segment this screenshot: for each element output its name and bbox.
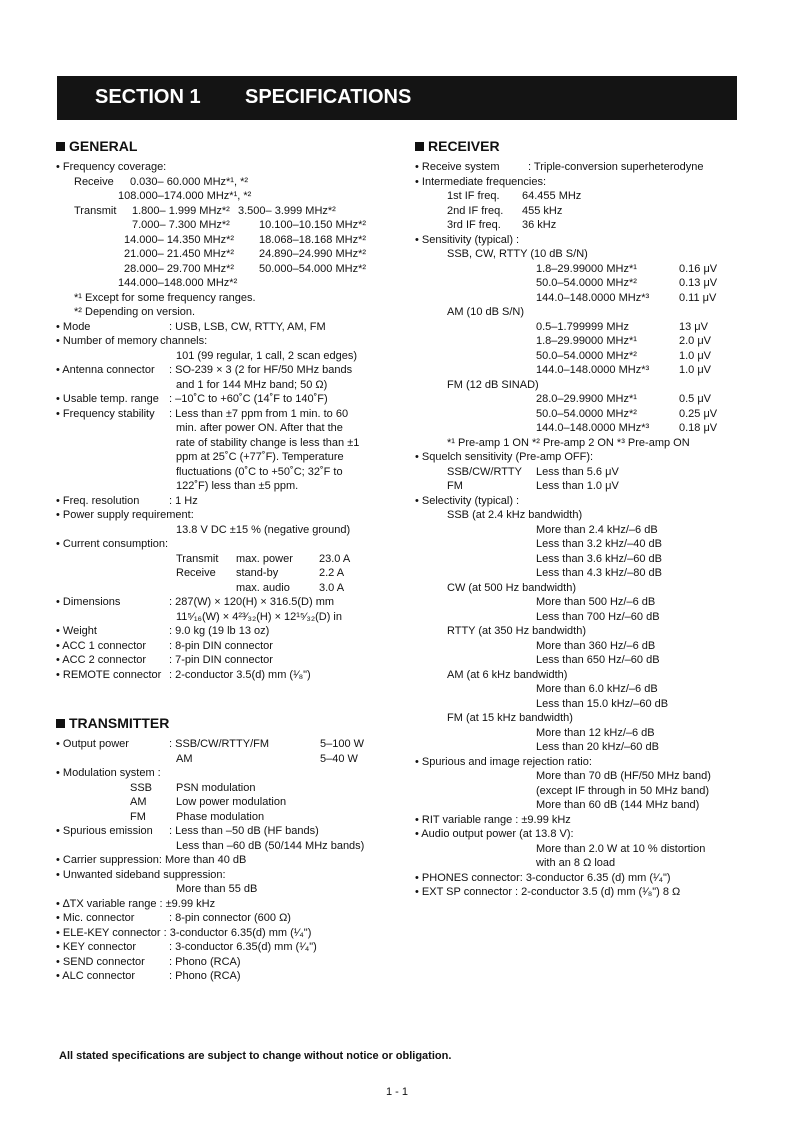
spec-line [56, 868, 386, 883]
spec-text: : Less than –50 dB (HF bands) [169, 825, 319, 837]
spec-line [415, 160, 745, 175]
spec-line [415, 349, 745, 364]
spec-text: : Less than ±7 ppm from 1 min. to 60 [169, 407, 349, 420]
spec-text: AM (10 dB S/N) [447, 306, 525, 318]
spec-text: AM [176, 752, 193, 765]
spec-line [415, 320, 745, 335]
spec-line [415, 436, 745, 451]
spec-text: More than 60 dB (144 MHz band) [536, 799, 700, 811]
spec-line [415, 421, 745, 436]
spec-text: • RIT variable range : ±9.99 kHz [415, 813, 571, 826]
spec-text: • ACC 1 connector [56, 639, 147, 652]
spec-text: SSB, CW, RTTY (10 dB S/N) [447, 248, 588, 260]
spec-text: 144.0–148.0000 MHz*³ [536, 291, 650, 304]
spec-text: 455 kHz [522, 204, 563, 217]
spec-text: 14.000– 14.350 MHz*² [124, 233, 235, 246]
spec-text: • Mode [56, 320, 91, 333]
spec-text: 0.030– 60.000 MHz*¹, *² [130, 175, 249, 188]
spec-line [56, 552, 386, 567]
spec-text: Transmit [74, 204, 117, 217]
spec-line [415, 262, 745, 277]
spec-line [415, 827, 745, 842]
receiver-specs [415, 160, 745, 900]
spec-text: Phase modulation [176, 810, 265, 823]
spec-text: 21.000– 21.450 MHz*² [124, 248, 235, 260]
spec-text: 5–40 W [320, 752, 358, 765]
spec-text: • Usable temp. range [56, 393, 159, 405]
spec-text: Less than 15.0 kHz/–60 dB [536, 697, 669, 710]
spec-line [56, 853, 386, 868]
spec-line [415, 465, 745, 480]
spec-line [56, 523, 386, 538]
spec-text: • Modulation system : [56, 767, 161, 779]
spec-text: 0.16 μV [679, 262, 718, 275]
spec-line [415, 653, 745, 668]
spec-line [415, 784, 745, 799]
spec-line [56, 926, 386, 941]
spec-text: 144.000–148.000 MHz*² [118, 277, 238, 289]
spec-text: : 8-pin connector (600 Ω) [169, 912, 291, 924]
spec-text: 28.0–29.9900 MHz*¹ [536, 393, 637, 405]
spec-text: 1.8–29.99000 MHz*¹ [536, 262, 637, 275]
spec-text: 101 (99 regular, 1 call, 2 scan edges) [176, 349, 358, 362]
spec-text: : 7-pin DIN connector [169, 654, 273, 666]
spec-text: • Output power [56, 738, 129, 750]
spec-text: 28.000– 29.700 MHz*² [124, 262, 235, 275]
spec-text: min. after power ON. After that the [176, 422, 343, 434]
spec-line [56, 882, 386, 897]
spec-line [415, 711, 745, 726]
spec-text: max. audio [236, 581, 290, 594]
spec-text: • Audio output power (at 13.8 V): [415, 828, 574, 840]
spec-text: PSN modulation [176, 781, 256, 794]
spec-text: : 9.0 kg (19 lb 13 oz) [169, 625, 270, 637]
spec-text: CW (at 500 Hz bandwidth) [447, 581, 576, 594]
spec-text: : 287(W) × 120(H) × 316.5(D) mm [169, 596, 335, 608]
square-bullet-icon [56, 719, 65, 728]
spec-text: : Phono (RCA) [169, 970, 241, 982]
spec-line [56, 233, 386, 248]
spec-line [415, 450, 745, 465]
spec-line [56, 349, 386, 364]
spec-line [56, 610, 386, 625]
spec-text: More than 2.0 W at 10 % distortion [536, 842, 706, 855]
spec-line [415, 523, 745, 538]
spec-line [415, 233, 745, 248]
spec-text: • Number of memory channels: [56, 335, 208, 347]
spec-text: • Unwanted sideband suppression: [56, 868, 226, 881]
spec-line [415, 682, 745, 697]
spec-text: • Dimensions [56, 596, 121, 608]
spec-text: 50.0–54.0000 MHz*² [536, 407, 637, 420]
spec-text: Less than 1.0 μV [536, 480, 619, 492]
spec-line [56, 334, 386, 349]
square-bullet-icon [56, 142, 65, 151]
spec-text: • Frequency coverage: [56, 161, 167, 173]
spec-text: 3.500– 3.999 MHz*² [238, 204, 336, 217]
spec-text: SSB/CW/RTTY [447, 465, 522, 478]
spec-text: : USB, LSB, CW, RTTY, AM, FM [169, 320, 326, 333]
spec-text: 0.13 μV [679, 277, 718, 289]
spec-line [56, 407, 386, 422]
spec-text: • KEY connector [56, 941, 137, 953]
spec-text: FM [130, 810, 146, 823]
spec-line [56, 766, 386, 781]
receiver-heading [415, 136, 745, 160]
spec-text: • ∆TX variable range : ±9.99 kHz [56, 897, 216, 910]
spec-line [56, 175, 386, 190]
general-heading [56, 136, 386, 160]
spec-text: • Receive system [415, 161, 500, 173]
spec-text: • Mic. connector [56, 912, 135, 924]
spec-text: Transmit [176, 552, 219, 565]
spec-line [415, 305, 745, 320]
spec-line [415, 276, 745, 291]
spec-text: 24.890–24.990 MHz*² [259, 248, 367, 260]
spec-text: *¹ Except for some frequency ranges. [74, 291, 256, 304]
spec-text: *² Depending on version. [74, 306, 196, 318]
spec-text: 0.5 μV [679, 393, 712, 405]
spec-text: • Squelch sensitivity (Pre-amp OFF): [415, 451, 594, 463]
spec-line [56, 363, 386, 378]
spec-text: FM (12 dB SINAD) [447, 378, 539, 391]
spec-line [56, 781, 386, 796]
spec-line [415, 769, 745, 784]
spec-text: • Spurious and image rejection ratio: [415, 755, 592, 768]
spec-line [415, 581, 745, 596]
spec-text: Receive [74, 175, 114, 188]
general-specs [56, 160, 386, 682]
spec-text: • PHONES connector: 3-conductor 6.35 (d) mm (¹⁄₄") [415, 871, 671, 884]
spec-line [56, 639, 386, 654]
spec-text: More than 2.4 kHz/–6 dB [536, 523, 658, 536]
spec-line [56, 955, 386, 970]
spec-text: • Power supply requirement: [56, 509, 194, 521]
spec-text: max. power [236, 552, 293, 565]
disclaimer: All stated specifications are subject to change without notice or obligation. [59, 1050, 452, 1062]
spec-text: : SO-239 × 3 (2 for HF/50 MHz bands [169, 364, 353, 376]
spec-text: 144.0–148.0000 MHz*³ [536, 364, 650, 376]
spec-text: • ALC connector [56, 970, 136, 982]
spec-text: Less than 650 Hz/–60 dB [536, 654, 660, 666]
spec-line [56, 160, 386, 175]
spec-text: 1.0 μV [679, 364, 712, 376]
spec-line [415, 755, 745, 770]
spec-text: Less than 20 kHz/–60 dB [536, 741, 659, 753]
spec-text: SSB (at 2.4 kHz bandwidth) [447, 509, 583, 521]
spec-text: RTTY (at 350 Hz bandwidth) [447, 625, 586, 637]
spec-line [56, 479, 386, 494]
spec-line [415, 407, 745, 422]
spec-text: • REMOTE connector [56, 668, 162, 681]
spec-text: • EXT SP connector : 2-conductor 3.5 (d) mm (¹⁄₈") 8 Ω [415, 886, 681, 898]
spec-line [56, 465, 386, 480]
spec-text: • Sensitivity (typical) : [415, 233, 520, 246]
spec-text: • ELE-KEY connector : 3-conductor 6.35(d) mm (¹⁄₄") [56, 926, 312, 939]
spec-text: 50.0–54.0000 MHz*² [536, 349, 637, 362]
spec-line [415, 363, 745, 378]
spec-line [56, 537, 386, 552]
spec-line [56, 839, 386, 854]
spec-text: More than 12 kHz/–6 dB [536, 726, 655, 739]
spec-text: 23.0 A [319, 552, 351, 565]
spec-text: SSB [130, 781, 153, 794]
spec-text: FM [447, 480, 463, 492]
spec-text: 0.5–1.799999 MHz [536, 320, 629, 333]
spec-text: : 8-pin DIN connector [169, 639, 273, 652]
spec-text: 108.000–174.000 MHz*¹, *² [118, 190, 252, 202]
spec-line [415, 189, 745, 204]
spec-line [415, 639, 745, 654]
spec-line [415, 610, 745, 625]
spec-text: More than 6.0 kHz/–6 dB [536, 683, 658, 695]
spec-text: 1.8–29.99000 MHz*¹ [536, 335, 637, 347]
transmitter-specs [56, 737, 386, 984]
spec-line [415, 175, 745, 190]
spec-text: • ACC 2 connector [56, 654, 147, 666]
spec-text: 2.0 μV [679, 335, 712, 347]
spec-line [415, 668, 745, 683]
spec-text: 7.000– 7.300 MHz*² [132, 219, 230, 231]
spec-text: 18.068–18.168 MHz*² [259, 233, 367, 246]
spec-line [415, 842, 745, 857]
transmitter-heading-text: TRANSMITTER [69, 715, 170, 731]
spec-line [56, 204, 386, 219]
spec-text: More than 500 Hz/–6 dB [536, 596, 656, 608]
spec-line [415, 726, 745, 741]
spec-line [56, 737, 386, 752]
receiver-heading-text: RECEIVER [428, 138, 500, 154]
spec-line [415, 697, 745, 712]
spec-line [56, 494, 386, 509]
spec-line [415, 378, 745, 393]
spec-text: 11⁵⁄₁₆(W) × 4²³⁄₃₂(H) × 12¹⁵⁄₃₂(D) in [176, 610, 342, 623]
transmitter-heading [56, 713, 386, 737]
spec-line [56, 247, 386, 262]
spec-text: fluctuations (0˚C to +50˚C; 32˚F to [176, 465, 343, 478]
spec-text: • Frequency stability [56, 407, 155, 420]
spec-text: *¹ Pre-amp 1 ON *² Pre-amp 2 ON *³ Pre-amp ON [447, 436, 690, 449]
spec-text: : 1 Hz [169, 494, 198, 507]
spec-line [56, 668, 386, 683]
section-number: SECTION 1 [95, 86, 201, 108]
spec-line [415, 813, 745, 828]
spec-text: Less than 3.2 kHz/–40 dB [536, 538, 662, 550]
spec-line [415, 856, 745, 871]
spec-line [56, 262, 386, 277]
spec-line [415, 871, 745, 886]
spec-text: 0.25 μV [679, 407, 718, 420]
spec-line [415, 508, 745, 523]
receiver-column [415, 136, 745, 900]
spec-text: Less than 4.3 kHz/–80 dB [536, 567, 662, 579]
spec-text: : –10˚C to +60˚C (14˚F to 140˚F) [169, 393, 328, 405]
spec-line [56, 378, 386, 393]
spec-line [56, 508, 386, 523]
spec-text: 50.0–54.0000 MHz*² [536, 277, 637, 289]
spec-line [415, 479, 745, 494]
spec-text: and 1 for 144 MHz band; 50 Ω) [176, 378, 328, 391]
spec-text: 5–100 W [320, 738, 365, 750]
spec-text: 13 μV [679, 320, 708, 333]
spec-line [56, 969, 386, 984]
spec-line [56, 911, 386, 926]
spec-text: : Triple-conversion superheterodyne [528, 161, 704, 173]
spec-text: 1st IF freq. [447, 190, 500, 202]
spec-text: Less than 5.6 μV [536, 465, 619, 478]
spec-line [415, 291, 745, 306]
spec-text: rate of stability change is less than ±1 [176, 436, 360, 449]
spec-text: 0.18 μV [679, 422, 718, 434]
spec-line [415, 537, 745, 552]
spec-line [415, 566, 745, 581]
spec-text: 13.8 V DC ±15 % (negative ground) [176, 523, 351, 536]
spec-line [56, 824, 386, 839]
spec-line [56, 897, 386, 912]
spec-text: ppm at 25˚C (+77˚F). Temperature [176, 451, 344, 463]
spec-text: • SEND connector [56, 955, 145, 968]
spec-line [415, 552, 745, 567]
spec-text: 2nd IF freq. [447, 204, 504, 217]
spec-line [415, 334, 745, 349]
spec-text: : Phono (RCA) [169, 955, 241, 968]
spec-text: : 2-conductor 3.5(d) mm (¹⁄₈") [169, 668, 311, 681]
spec-text: • Current consumption: [56, 538, 169, 550]
spec-text: Less than 700 Hz/–60 dB [536, 610, 660, 623]
spec-text: • Spurious emission [56, 825, 153, 837]
spec-text: • Intermediate frequencies: [415, 175, 547, 188]
spec-line [56, 320, 386, 335]
spec-line [56, 810, 386, 825]
spec-line [415, 218, 745, 233]
spec-line [415, 247, 745, 262]
spec-line [415, 798, 745, 813]
section-title: SPECIFICATIONS [245, 86, 412, 108]
spec-line [56, 421, 386, 436]
spec-text: • Freq. resolution [56, 494, 140, 507]
spec-text: 10.100–10.150 MHz*² [259, 219, 367, 231]
spec-text: : 3-conductor 6.35(d) mm (¹⁄₄") [169, 941, 317, 953]
spec-text: with an 8 Ω load [536, 857, 616, 869]
spec-text: 0.11 μV [679, 291, 717, 304]
spec-text: (except IF through in 50 MHz band) [536, 784, 710, 797]
spec-text: 144.0–148.0000 MHz*³ [536, 422, 650, 434]
spec-text: More than 55 dB [176, 883, 258, 895]
general-column [56, 136, 386, 984]
section-banner [57, 76, 737, 120]
spec-line [56, 450, 386, 465]
spec-text: : SSB/CW/RTTY/FM [169, 738, 270, 750]
spec-text: 3rd IF freq. [447, 219, 501, 231]
spec-text: 2.2 A [319, 567, 345, 579]
spec-text: FM (at 15 kHz bandwidth) [447, 712, 573, 724]
spec-text: Receive [176, 567, 216, 579]
spec-line [56, 436, 386, 451]
spec-line [56, 218, 386, 233]
spec-line [415, 740, 745, 755]
spec-line [56, 653, 386, 668]
spec-line [415, 494, 745, 509]
spec-line [56, 291, 386, 306]
spec-line [56, 795, 386, 810]
spec-text: 122˚F) less than ±5 ppm. [176, 480, 299, 492]
general-heading-text: GENERAL [69, 138, 138, 154]
spec-text: More than 70 dB (HF/50 MHz band) [536, 770, 711, 782]
spec-text: Less than 3.6 kHz/–60 dB [536, 552, 662, 565]
spec-text: 1.0 μV [679, 349, 712, 362]
spec-line [415, 595, 745, 610]
spec-line [56, 392, 386, 407]
spec-line [415, 624, 745, 639]
spec-text: stand-by [236, 567, 279, 579]
page-number: 1 - 1 [386, 1086, 409, 1098]
spec-text: 3.0 A [319, 581, 345, 594]
spec-text: 64.455 MHz [522, 190, 582, 202]
spec-line [56, 752, 386, 767]
spec-text: 36 kHz [522, 219, 557, 231]
spec-line [56, 581, 386, 596]
spec-line [56, 595, 386, 610]
spec-text: Low power modulation [176, 796, 287, 808]
spec-text: More than 360 Hz/–6 dB [536, 639, 656, 652]
spec-line [415, 204, 745, 219]
spec-text: • Antenna connector [56, 364, 155, 376]
square-bullet-icon [415, 142, 424, 151]
spec-text: 1.800– 1.999 MHz*² [132, 204, 230, 217]
spec-text: 50.000–54.000 MHz*² [259, 262, 367, 275]
spec-line [56, 276, 386, 291]
spec-text: • Weight [56, 625, 97, 637]
spec-line [415, 885, 745, 900]
spec-line [56, 940, 386, 955]
spec-text: • Selectivity (typical) : [415, 494, 520, 507]
spec-text: • Carrier suppression: More than 40 dB [56, 854, 247, 866]
spec-line [56, 624, 386, 639]
spec-text: AM (at 6 kHz bandwidth) [447, 668, 568, 681]
spec-text: Less than –60 dB (50/144 MHz bands) [176, 839, 365, 852]
spec-line [56, 305, 386, 320]
spec-line [56, 566, 386, 581]
spec-line [415, 392, 745, 407]
spec-text: AM [130, 796, 147, 808]
spec-line [56, 189, 386, 204]
